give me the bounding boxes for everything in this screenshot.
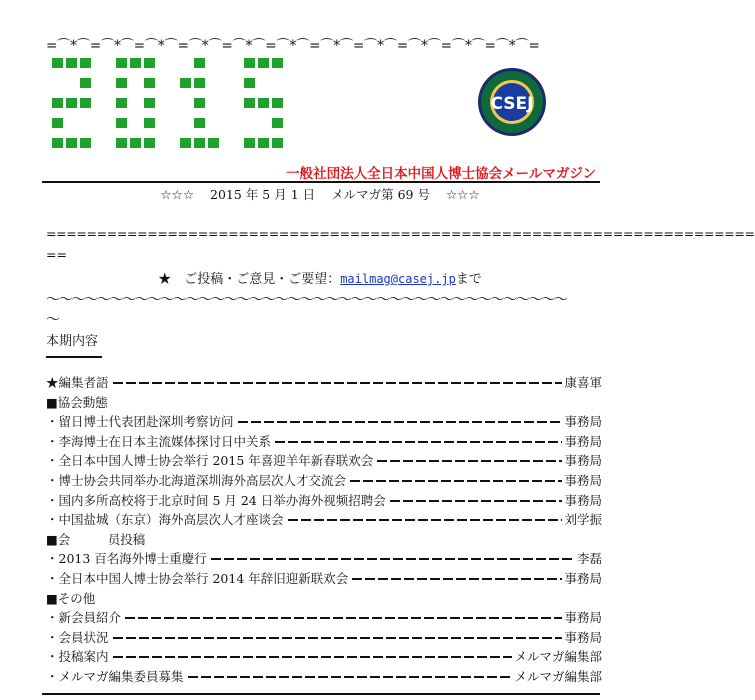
toc-item-author: 事務局: [564, 492, 602, 508]
toc-item-author: 事務局: [564, 610, 602, 626]
issue-date: 2015 年 5 月 1 日: [210, 187, 316, 202]
toc-row[interactable]: [46, 549, 602, 569]
year-art-pixel: [272, 138, 283, 148]
toc-item-author: 事務局: [564, 629, 602, 645]
issue-line: [0, 185, 640, 203]
toc-item-author: 事務局: [564, 414, 602, 430]
toc-item-author: 事務局: [564, 433, 602, 449]
toc-leader-line: [390, 500, 563, 502]
toc-leader-line: [377, 460, 562, 462]
year-art-pixel: [194, 78, 205, 88]
banner-decoration: =⌒*⌒=⌒*⌒=⌒*⌒=⌒*⌒=⌒*⌒=⌒*⌒=⌒*⌒=⌒*⌒=⌒*⌒=⌒*⌒=⌒*⌒=: [46, 38, 540, 54]
year-art-pixel: [208, 138, 219, 148]
toc-row[interactable]: [46, 432, 602, 452]
toc-item-author: 康喜軍: [564, 375, 602, 390]
toc-item-author: 刘学振: [564, 512, 602, 528]
toc-section-heading: ■協会動態: [46, 394, 108, 410]
year-art-pixel: [52, 58, 63, 68]
year-art-pixel: [144, 138, 155, 148]
toc-leader-line: [113, 637, 563, 639]
toc-leader-line: [125, 617, 562, 619]
year-art-pixel: [116, 78, 127, 88]
toc-item-title: ・李海博士在日本主流媒体探讨日中关系: [46, 433, 272, 449]
toc-row[interactable]: [46, 667, 602, 687]
year-art-pixel: [80, 138, 91, 148]
toc-leader-line: [211, 558, 575, 560]
toc-section-heading: ■その他: [46, 590, 96, 606]
year-art-pixel: [52, 138, 63, 148]
casej-logo: [477, 67, 547, 137]
toc-leader-line: [238, 421, 563, 423]
year-art-pixel: [144, 98, 155, 108]
year-art-pixel: [258, 138, 269, 148]
year-art-pixel: [116, 58, 127, 68]
year-2015-pixel-art: [52, 58, 312, 158]
year-art-pixel: [180, 78, 191, 88]
toc-item-author: メルマガ編集部: [514, 649, 602, 665]
toc-row[interactable]: [46, 569, 602, 589]
header-rule: [42, 181, 600, 183]
year-art-pixel: [258, 58, 269, 68]
toc-item-title: ・会員状況: [46, 629, 109, 645]
year-art-pixel: [130, 138, 141, 148]
year-art-pixel: [194, 118, 205, 128]
year-art-pixel: [66, 98, 77, 108]
year-art-pixel: [66, 58, 77, 68]
year-art-pixel: [66, 138, 77, 148]
logo-text: CSEJ: [490, 94, 534, 114]
toc-item-author: 事務局: [564, 473, 602, 488]
toc-item-title: ・中国盐城（东京）海外高层次人才座谈会: [46, 512, 284, 528]
toc-row[interactable]: [46, 628, 602, 648]
toc-item-title: ・メルマガ編集委員募集: [46, 669, 184, 684]
toc-item-title: ・留日博士代表团赴深圳考察访问: [46, 414, 234, 430]
year-art-pixel: [180, 138, 191, 148]
year-art-pixel: [80, 78, 91, 88]
wave-separator-tail: ～: [46, 312, 60, 328]
year-art-pixel: [130, 58, 141, 68]
year-art-pixel: [116, 118, 127, 128]
year-art-pixel: [194, 138, 205, 148]
year-art-pixel: [244, 58, 255, 68]
equals-separator: ======================================================================: [46, 226, 755, 241]
year-art-pixel: [258, 98, 269, 108]
toc-item-author: 事務局: [564, 571, 602, 586]
stars-right: ☆☆☆: [445, 187, 480, 202]
contact-suffix: まで: [455, 272, 482, 287]
toc-row[interactable]: [46, 373, 602, 393]
toc-item-title: ・2013 百名海外博士重慶行: [46, 551, 207, 567]
toc-item-title: ・国内多所高校将于北京时间 5 月 24 日举办海外视频招聘会: [46, 492, 386, 508]
toc-item-author: 李磊: [576, 551, 602, 567]
year-art-pixel: [244, 138, 255, 148]
toc-leader-line: [350, 480, 562, 482]
toc-leader-line: [275, 441, 562, 443]
year-art-pixel: [272, 118, 283, 128]
toc-row[interactable]: [46, 471, 602, 491]
year-art-pixel: [272, 98, 283, 108]
year-art-pixel: [194, 58, 205, 68]
toc-title: 本期内容: [46, 334, 99, 349]
toc-leader-line: [188, 676, 513, 678]
toc-item-author: 事務局: [564, 453, 602, 469]
toc-item-author: メルマガ編集部: [514, 669, 602, 684]
year-art-pixel: [116, 98, 127, 108]
wave-separator: ～～～～～～～～～～～～～～～～～～～～～～～～～～～～～～～～～～～～～～～～～: [46, 292, 567, 308]
toc-item-title: ★編集者語: [46, 375, 109, 390]
toc-row[interactable]: [46, 510, 602, 530]
year-art-pixel: [244, 78, 255, 88]
contact-line: [0, 268, 640, 287]
year-art-pixel: [52, 98, 63, 108]
year-art-pixel: [272, 58, 283, 68]
year-art-pixel: [244, 98, 255, 108]
contact-prefix: ★ ご投稿・ご意見・ご要望：: [158, 272, 341, 287]
toc-section-heading: ■会 员投稿: [46, 531, 146, 547]
toc-row[interactable]: [46, 608, 602, 628]
contact-email-link[interactable]: mailmag@casej.jp: [340, 272, 456, 286]
toc-leader-line: [352, 578, 562, 580]
year-art-pixel: [116, 138, 127, 148]
stars-left: ☆☆☆: [160, 187, 195, 202]
toc-item-title: ・新会員紹介: [46, 610, 122, 626]
year-art-pixel: [80, 98, 91, 108]
toc-item-title: ・全日本中国人博士协会举行 2015 年喜迎羊年新春联欢会: [46, 453, 374, 469]
toc-row[interactable]: [46, 451, 602, 471]
footer-rule: [42, 693, 600, 695]
toc-leader-line: [288, 519, 563, 521]
toc-row[interactable]: [46, 491, 602, 511]
year-art-pixel: [194, 98, 205, 108]
toc-row[interactable]: [46, 412, 602, 432]
toc-title-underline: [46, 356, 102, 358]
year-art-pixel: [144, 78, 155, 88]
toc-item-title: ・全日本中国人博士协会举行 2014 年辞旧迎新联欢会: [46, 571, 349, 586]
toc-item-title: ・投稿案内: [46, 649, 109, 665]
year-art-pixel: [144, 118, 155, 128]
toc-leader-line: [113, 656, 513, 658]
year-art-pixel: [144, 58, 155, 68]
equals-separator-tail: ==: [46, 247, 67, 262]
toc-row[interactable]: [46, 647, 602, 667]
org-name: 一般社団法人全日本中国人博士協会メールマガジン: [286, 166, 596, 182]
year-art-pixel: [80, 58, 91, 68]
toc-item-title: ・博士协会共同举办北海道深圳海外高层次人才交流会: [46, 473, 347, 488]
issue-number: メルマガ第 69 号: [331, 187, 430, 202]
toc-leader-line: [113, 382, 563, 384]
year-art-pixel: [52, 118, 63, 128]
